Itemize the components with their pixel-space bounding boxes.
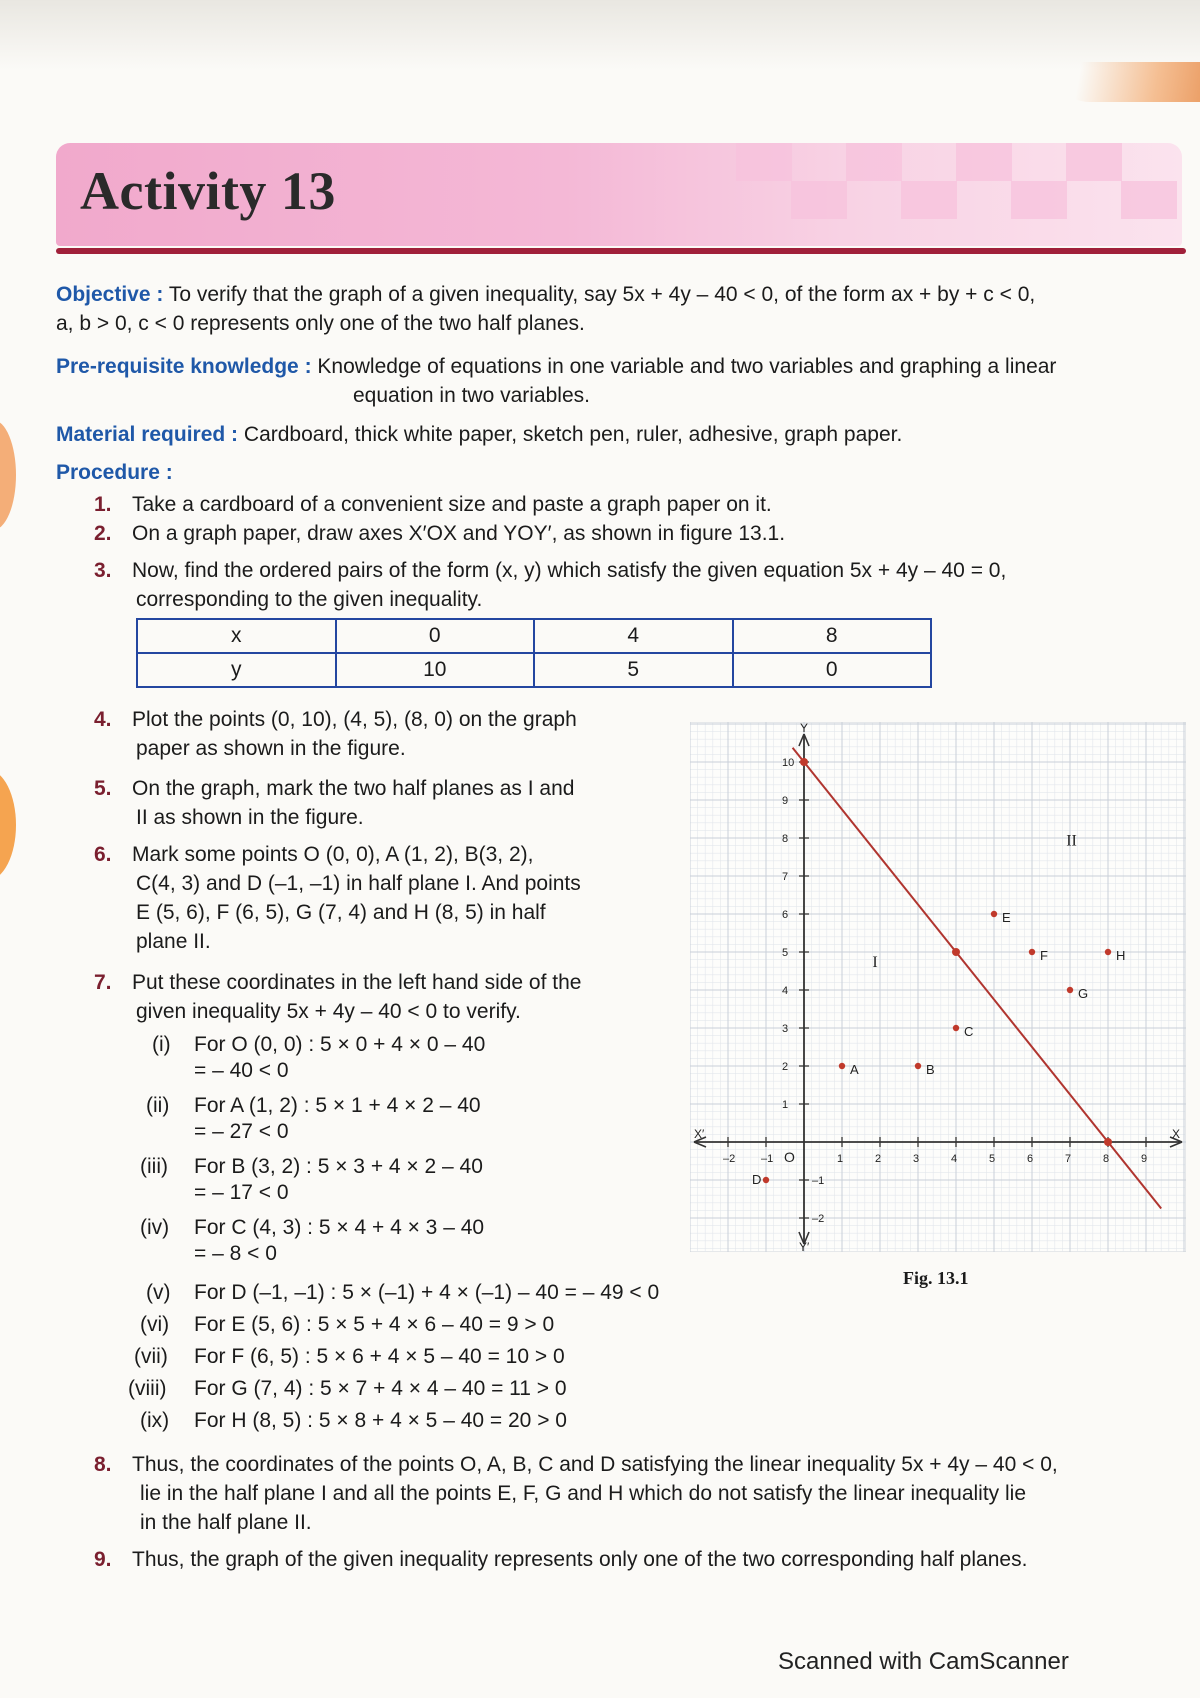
prereq-text: Knowledge of equations in one variable and two variables and graphing a linear <box>317 355 1057 378</box>
point-label-b: B <box>926 1062 935 1077</box>
point-label-e: E <box>1002 910 1011 925</box>
half-plane-label-II: II <box>1066 832 1077 850</box>
objective-label: Objective : <box>56 283 164 306</box>
step-3: 3. Now, find the ordered pairs of the form (x, y) which satisfy the given equation 5x + 4y – 40 = 0, <box>94 559 1007 582</box>
prereq-line-1 <box>56 352 1056 381</box>
page-top-shade <box>0 0 1200 70</box>
point-c <box>953 1025 959 1031</box>
verify-v: (v) For D (–1, –1) : 5 × (–1) + 4 × (–1) – 40 = – 49 < 0 <box>146 1281 660 1304</box>
origin-label: O <box>784 1149 795 1165</box>
y-tick-label: 2 <box>782 1061 789 1073</box>
y-tick-label: 7 <box>782 871 789 883</box>
step-3-line-2: corresponding to the given inequality. <box>136 588 483 611</box>
half-plane-label-I: I <box>872 954 878 972</box>
scanner-watermark: Scanned with CamScanner <box>778 1648 1069 1675</box>
point-a <box>839 1063 845 1069</box>
point-e <box>991 911 997 917</box>
objective-line-1 <box>56 280 1035 309</box>
step-6: 6. Mark some points O (0, 0), A (1, 2), B(3, 2), <box>94 843 534 866</box>
y-tick-label: 5 <box>782 947 789 959</box>
table-cell: x <box>137 619 336 653</box>
point-label-h: H <box>1116 948 1126 963</box>
y-tick-label: –2 <box>812 1213 825 1225</box>
procedure-label: Procedure : <box>56 461 173 484</box>
step-4: 4. Plot the points (0, 10), (4, 5), (8, 0) on the graph <box>94 708 577 731</box>
y-tick-label: 8 <box>782 833 789 845</box>
page-title: Activity 13 <box>80 161 336 221</box>
step-5: 5. On the graph, mark the two half planes as I and <box>94 777 575 800</box>
table-cell: 0 <box>336 619 535 653</box>
table-cell: 4 <box>534 619 733 653</box>
verify-vi: (vi) For E (5, 6) : 5 × 5 + 4 × 6 – 40 = 9 > 0 <box>140 1313 555 1336</box>
prereq-line-2: equation in two variables. <box>353 384 590 407</box>
x-tick-label: 1 <box>837 1153 844 1165</box>
x-tick-label: –2 <box>723 1153 736 1165</box>
verify-iii: (iii) For B (3, 2) : 5 × 3 + 4 × 2 – 40 <box>140 1155 483 1178</box>
verify-iii-result: = – 17 < 0 <box>194 1181 289 1204</box>
table-cell: y <box>137 653 336 687</box>
step-6-line-2: C(4, 3) and D (–1, –1) in half plane I. And points <box>136 872 581 895</box>
verify-i: (i) For O (0, 0) : 5 × 0 + 4 × 0 – 40 <box>152 1033 486 1056</box>
values-table <box>136 618 932 688</box>
x-tick-label: 4 <box>951 1153 958 1165</box>
step-8-line-3: in the half plane II. <box>140 1511 312 1534</box>
step-8: 8. Thus, the coordinates of the points O, A, B, C and D satisfying the linear inequality 5x + 4y – 40 < 0, <box>94 1453 1058 1476</box>
y-tick-label: 4 <box>782 985 789 997</box>
line-point <box>952 948 960 956</box>
table-cell: 0 <box>733 653 932 687</box>
y-tick-label: 1 <box>782 1099 789 1111</box>
point-h <box>1105 949 1111 955</box>
step-6-line-4: plane II. <box>136 930 211 953</box>
step-2: 2. On a graph paper, draw axes X′OX and YOY′, as shown in figure 13.1. <box>94 522 786 545</box>
table-row <box>137 653 931 687</box>
left-margin-mark <box>0 420 16 530</box>
point-f <box>1029 949 1035 955</box>
y-tick-label: 6 <box>782 909 789 921</box>
material-text: Cardboard, thick white paper, sketch pen, ruler, adhesive, graph paper. <box>243 423 903 446</box>
table-row <box>137 619 931 653</box>
x-axis-label: X <box>1172 1127 1181 1141</box>
verify-vii: (vii) For F (6, 5) : 5 × 6 + 4 × 5 – 40 = 10 > 0 <box>134 1345 565 1368</box>
table-cell: 10 <box>336 653 535 687</box>
verify-i-result: = – 40 < 0 <box>194 1059 289 1082</box>
verify-ii: (ii) For A (1, 2) : 5 × 1 + 4 × 2 – 40 <box>146 1094 481 1117</box>
step-5-line-2: II as shown in the figure. <box>136 806 364 829</box>
point-g <box>1067 987 1073 993</box>
y-tick-label: –1 <box>812 1175 825 1187</box>
objective-text: To verify that the graph of a given inequality, say 5x + 4y – 40 < 0, of the form ax + by + c < 0, <box>168 283 1036 306</box>
point-d <box>763 1177 769 1183</box>
banner-underline <box>56 248 1186 254</box>
verify-viii: (viii) For G (7, 4) : 5 × 7 + 4 × 4 – 40 = 11 > 0 <box>128 1377 567 1400</box>
verify-iv-result: = – 8 < 0 <box>194 1242 277 1265</box>
point-label-c: C <box>964 1024 974 1039</box>
objective-line-2: a, b > 0, c < 0 represents only one of the two half planes. <box>56 312 585 335</box>
step-6-line-3: E (5, 6), F (6, 5), G (7, 4) and H (8, 5) in half <box>136 901 546 924</box>
material-line <box>56 420 902 449</box>
step-1: 1. Take a cardboard of a convenient size and paste a graph paper on it. <box>94 493 772 516</box>
step-9: 9. Thus, the graph of the given inequality represents only one of the two corresponding half planes. <box>94 1548 1028 1571</box>
prereq-label: Pre-requisite knowledge : <box>56 355 312 378</box>
y-neg-axis-label: Y′ <box>799 1240 810 1252</box>
step-7-line-2: given inequality 5x + 4y – 40 < 0 to verify. <box>136 1000 521 1023</box>
verify-ix: (ix) For H (8, 5) : 5 × 8 + 4 × 5 – 40 = 20 > 0 <box>140 1409 567 1432</box>
x-tick-label: 9 <box>1141 1153 1148 1165</box>
table-cell: 5 <box>534 653 733 687</box>
y-tick-label: 9 <box>782 795 789 807</box>
point-label-f: F <box>1040 948 1048 963</box>
y-axis-label: Y <box>800 722 809 735</box>
point-label-a: A <box>850 1062 859 1077</box>
table-cell: 8 <box>733 619 932 653</box>
step-7: 7. Put these coordinates in the left hand side of the <box>94 971 582 994</box>
y-tick-label: 10 <box>782 757 795 769</box>
verify-ii-result: = – 27 < 0 <box>194 1120 289 1143</box>
point-b <box>915 1063 921 1069</box>
x-tick-label: 8 <box>1103 1153 1110 1165</box>
point-label-g: G <box>1078 986 1089 1001</box>
verify-iv: (iv) For C (4, 3) : 5 × 4 + 4 × 3 – 40 <box>140 1216 485 1239</box>
left-margin-mark-2 <box>0 770 16 880</box>
material-label: Material required : <box>56 423 239 446</box>
x-tick-label: 5 <box>989 1153 996 1165</box>
x-tick-label: 3 <box>913 1153 920 1165</box>
y-tick-label: 3 <box>782 1023 789 1035</box>
line-point <box>800 758 808 766</box>
x-tick-label: –1 <box>761 1153 774 1165</box>
line-point <box>1104 1138 1112 1146</box>
x-tick-label: 6 <box>1027 1153 1034 1165</box>
x-tick-label: 2 <box>875 1153 882 1165</box>
point-label-d: D <box>752 1172 762 1187</box>
figure-caption: Fig. 13.1 <box>903 1268 969 1288</box>
page-corner-decoration <box>1050 62 1200 102</box>
figure-13-1 <box>690 722 1186 1252</box>
x-neg-axis-label: X′ <box>694 1127 705 1141</box>
x-tick-label: 7 <box>1065 1153 1072 1165</box>
step-8-line-2: lie in the half plane I and all the points E, F, G and H which do not satisfy the linear inequality lie <box>140 1482 1027 1505</box>
inequality-graph <box>690 722 1186 1252</box>
step-4-line-2: paper as shown in the figure. <box>136 737 406 760</box>
